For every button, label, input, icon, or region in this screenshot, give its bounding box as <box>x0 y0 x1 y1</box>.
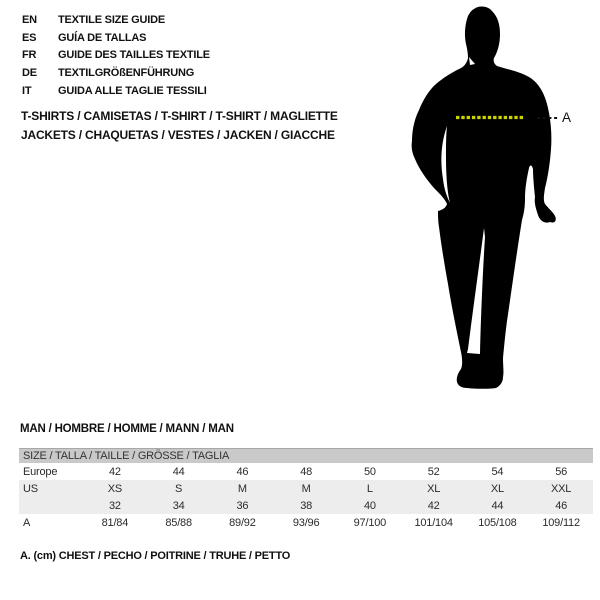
list-item <box>22 82 210 100</box>
table-cell: L <box>366 482 373 495</box>
table-cell: 44 <box>172 465 185 478</box>
table-cell: 56 <box>555 465 568 478</box>
table-cell: 34 <box>172 499 185 512</box>
language-title: TEXTILE SIZE GUIDE <box>58 13 166 26</box>
table-cell: 52 <box>427 465 440 478</box>
chest-measure-label: A <box>562 110 571 125</box>
language-title: TEXTILGRÖßENFÜHRUNG <box>58 66 195 79</box>
table-cell: 38 <box>300 499 313 512</box>
language-code: IT <box>22 84 32 97</box>
list-item <box>22 29 210 47</box>
size-table-header: SIZE / TALLA / TAILLE / GRÖSSE / TAGLIA <box>19 448 593 463</box>
table-cell: M <box>301 482 311 495</box>
garment-types <box>21 107 338 144</box>
table-cell: XS <box>107 482 123 495</box>
table-cell: 93/96 <box>292 517 320 529</box>
language-code: DE <box>22 66 37 79</box>
table-cell: XL <box>427 482 441 495</box>
list-item <box>22 11 210 29</box>
language-title: GUIDE DES TAILLES TEXTILE <box>58 49 210 62</box>
table-cell: 109/112 <box>542 517 580 529</box>
row-label: US <box>23 482 38 495</box>
table-cell: 101/104 <box>414 517 453 529</box>
language-code: EN <box>22 13 37 26</box>
table-row-chest-a <box>19 514 593 532</box>
table-cell: 97/100 <box>353 517 387 529</box>
list-item <box>22 46 210 64</box>
table-cell: 36 <box>236 499 249 512</box>
table-cell: 46 <box>236 465 249 478</box>
table-cell: M <box>237 482 247 495</box>
language-title: GUÍA DE TALLAS <box>58 31 147 44</box>
language-code: ES <box>22 31 37 44</box>
table-cell: XXL <box>551 482 572 495</box>
size-table <box>19 448 593 532</box>
table-row-europe <box>19 463 593 480</box>
table-row-us <box>19 480 593 497</box>
table-cell: 54 <box>491 465 504 478</box>
table-cell: 40 <box>363 499 376 512</box>
garment-line-jackets: JACKETS / CHAQUETAS / VESTES / JACKEN / GIACCHE <box>21 127 335 142</box>
garment-line-tshirts: T-SHIRTS / CAMISETAS / T-SHIRT / T-SHIRT / MAGLIETTE <box>21 109 338 123</box>
table-cell: 89/92 <box>229 517 256 529</box>
table-cell: 50 <box>363 465 376 478</box>
table-cell: S <box>175 482 183 495</box>
table-row-us-numeric <box>19 497 593 514</box>
language-guide-list <box>22 11 210 99</box>
list-item <box>22 64 210 82</box>
table-cell: 46 <box>555 499 568 512</box>
row-label: Europe <box>23 465 58 478</box>
table-cell: 32 <box>108 499 121 512</box>
table-cell: 81/84 <box>101 517 129 529</box>
table-cell: 105/108 <box>478 517 517 529</box>
table-cell: 48 <box>300 465 313 478</box>
table-cell: 42 <box>427 499 440 512</box>
table-cell: XL <box>490 482 504 495</box>
table-cell: 42 <box>108 465 121 478</box>
language-title: GUIDA ALLE TAGLIE TESSILI <box>58 84 207 97</box>
measurement-footnote: A. (cm) CHEST / PECHO / POITRINE / TRUHE / PETTO <box>20 550 291 562</box>
row-label: A <box>23 517 31 529</box>
language-code: FR <box>22 49 37 62</box>
man-silhouette <box>405 0 575 400</box>
table-cell: 44 <box>491 499 504 512</box>
section-title-man: MAN / HOMBRE / HOMME / MANN / MAN <box>20 423 234 435</box>
table-cell: 85/88 <box>165 517 192 529</box>
man-silhouette-graphic <box>405 0 575 400</box>
